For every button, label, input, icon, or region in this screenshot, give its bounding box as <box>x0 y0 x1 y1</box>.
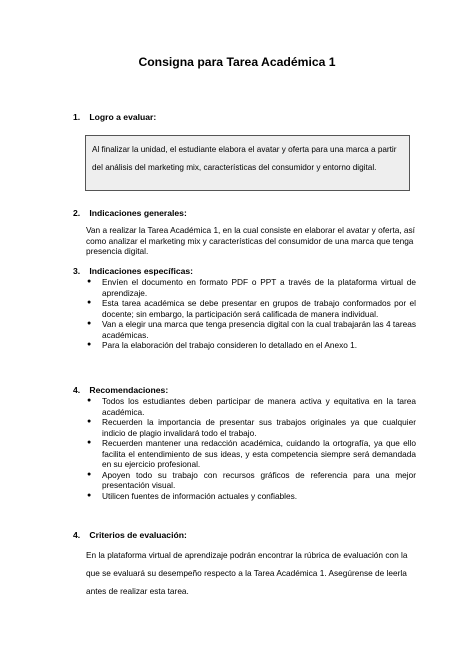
section-5-heading <box>73 530 187 540</box>
list-item: ● Utilicen fuentes de información actuales y confiables. <box>86 491 416 502</box>
evaluation-criteria-text: En la plataforma virtual de aprendizaje podrán encontrar la rúbrica de evaluación con la que se evaluará su desempeño respecto a la Tarea Académica 1. Asegúrense de leerla antes de realizar esta tarea. <box>86 550 408 596</box>
section-number: 4. <box>73 385 81 395</box>
list-item: ● Para la elaboración del trabajo consideren lo detallado en el Anexo 1. <box>86 340 416 351</box>
learning-goal-box: Al finalizar la unidad, el estudiante elabora el avatar y oferta para una marca a partir del análisis del marketing mix, características del consumidor y entorno digital. <box>85 135 410 191</box>
list-item: ● Van a elegir una marca que tenga presencia digital con la cual trabajarán las 4 tareas académicas. <box>86 319 416 340</box>
page-title: Consigna para Tarea Académica 1 <box>138 55 336 69</box>
section-1-heading <box>73 112 156 122</box>
general-instructions-text: Van a realizar la Tarea Académica 1, en la cual consiste en elaborar el avatar y oferta, así como analizar el marketing mix y características del consumidor de una marca que tenga presencia digital. <box>86 225 415 257</box>
section-title: Logro a evaluar: <box>89 112 157 122</box>
section-number: 3. <box>73 266 81 276</box>
section-number: 4. <box>73 530 81 540</box>
section-number: 1. <box>73 112 81 122</box>
list-item: ● Recuerden la importancia de presentar sus trabajos originales ya que cualquier indicio de plagio invalidará todo el trabajo. <box>86 417 416 438</box>
list-item: ● Recuerden mantener una redacción académica, cuidando la ortografía, ya que ello facilita el entendimiento de sus ideas, y esta competencia siempre será demandada en su ejercicio profesional. <box>86 438 416 470</box>
list-item: ● Apoyen todo su trabajo con recursos gráficos de referencia para una mejor presentación visual. <box>86 470 416 491</box>
section-title: Recomendaciones: <box>89 385 169 395</box>
recommendations-list <box>86 396 416 501</box>
list-item: ● Esta tarea académica se debe presentar en grupos de trabajo conformados por el docente; sin embargo, la participación será calificada de manera individual. <box>86 298 416 319</box>
section-3-heading <box>73 266 193 276</box>
specific-instructions-list <box>86 277 416 351</box>
section-4-heading <box>73 385 168 395</box>
section-title: Indicaciones específicas: <box>89 266 194 276</box>
list-item: ● Envíen el documento en formato PDF o PPT a través de la plataforma virtual de aprendizaje. <box>86 277 416 298</box>
section-title: Indicaciones generales: <box>89 208 187 218</box>
section-2-heading <box>73 208 187 218</box>
list-item: ● Todos los estudiantes deben participar de manera activa y equitativa en la tarea académica. <box>86 396 416 417</box>
section-title: Criterios de evaluación: <box>89 530 187 540</box>
section-number: 2. <box>73 208 81 218</box>
